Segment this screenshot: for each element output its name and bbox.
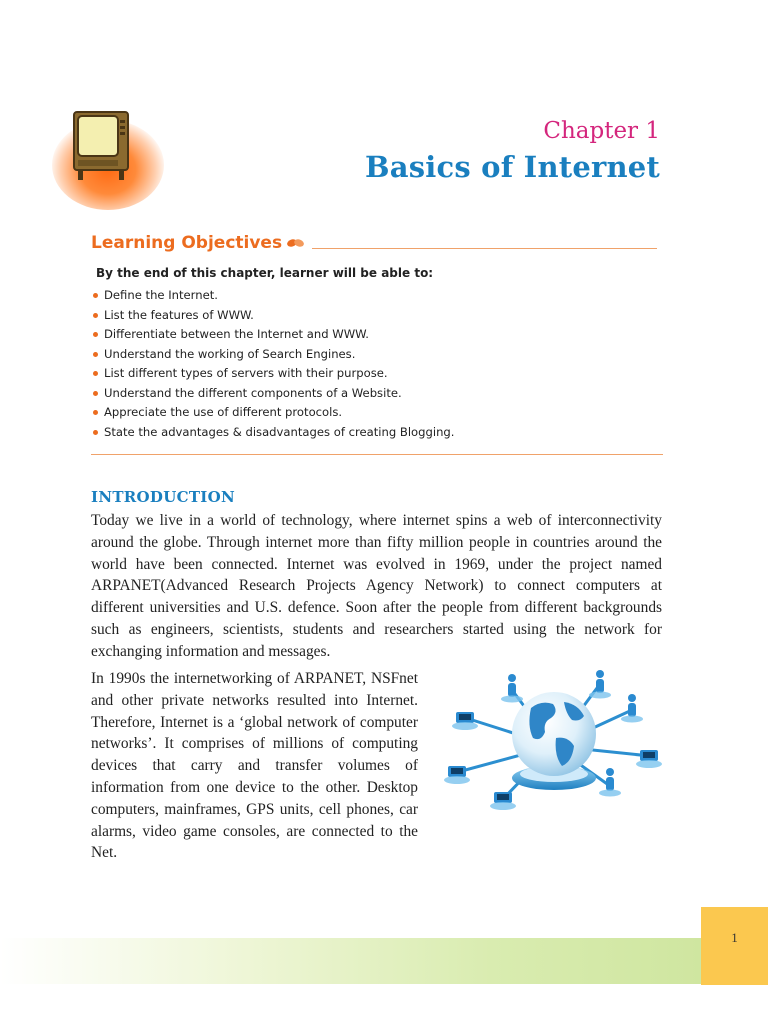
heading-rule [312,248,657,249]
internetworking-paragraph: In 1990s the internetworking of ARPANET, NSFnet and other private networks resulted into Internet. Therefore, Internet is a ‘global network of computer networks’. It comprises of millions of computing devices that carry and transfer volumes of information from one device to the other. Desktop computers, mainframes, GPS units, cell phones, car alarms, video game consoles, are connected to the Net. [91,670,418,862]
objectives-list [93,286,454,442]
objectives-bottom-rule [91,454,663,455]
bullet-dot [93,430,98,435]
bullet-dot [93,293,98,298]
page-number-box [701,907,768,985]
objective-item: List different types of servers with their purpose. [93,364,454,384]
objective-item: Differentiate between the Internet and WWW. [93,325,454,345]
bullet-dot [93,313,98,318]
leaf-ornament-icon [286,237,306,249]
chapter-icon [48,100,168,210]
objective-item: Understand the different components of a Website. [93,384,454,404]
globe-network-illustration [436,668,672,840]
footer-band [0,938,702,984]
chapter-label: Chapter 1 [543,118,660,144]
page-number: 1 [731,930,738,945]
bullet-dot [93,352,98,357]
bullet-dot [93,332,98,337]
introduction-heading: INTRODUCTION [91,488,236,506]
objective-item: List the features of WWW. [93,306,454,326]
retro-tv-icon [70,110,134,182]
objective-item: State the advantages & disadvantages of creating Blogging. [93,423,454,443]
introduction-paragraph: Today we live in a world of technology, where internet spins a web of interconnectivity around the globe. Through internet more than fifty million people in countries around the world have been connected. Internet was evolved in 1969, under the project named ARPANET(Advanced Research Projects Agency Network) to connect computers at different universities and U.S. defence. Soon after the people from different backgrounds such as engineers, scientists, students and researchers started using the network for exchanging information and messages. [91,512,662,660]
bullet-dot [93,410,98,415]
objective-item: Define the Internet. [93,286,454,306]
learning-objectives-heading [91,233,306,253]
objectives-intro: By the end of this chapter, learner will be able to: [96,266,434,280]
chapter-title: Basics of Internet [365,150,660,184]
learning-objectives-heading-text: Learning Objectives [91,233,283,253]
objective-item: Understand the working of Search Engines. [93,345,454,365]
bullet-dot [93,371,98,376]
objective-item: Appreciate the use of different protocols. [93,403,454,423]
bullet-dot [93,391,98,396]
